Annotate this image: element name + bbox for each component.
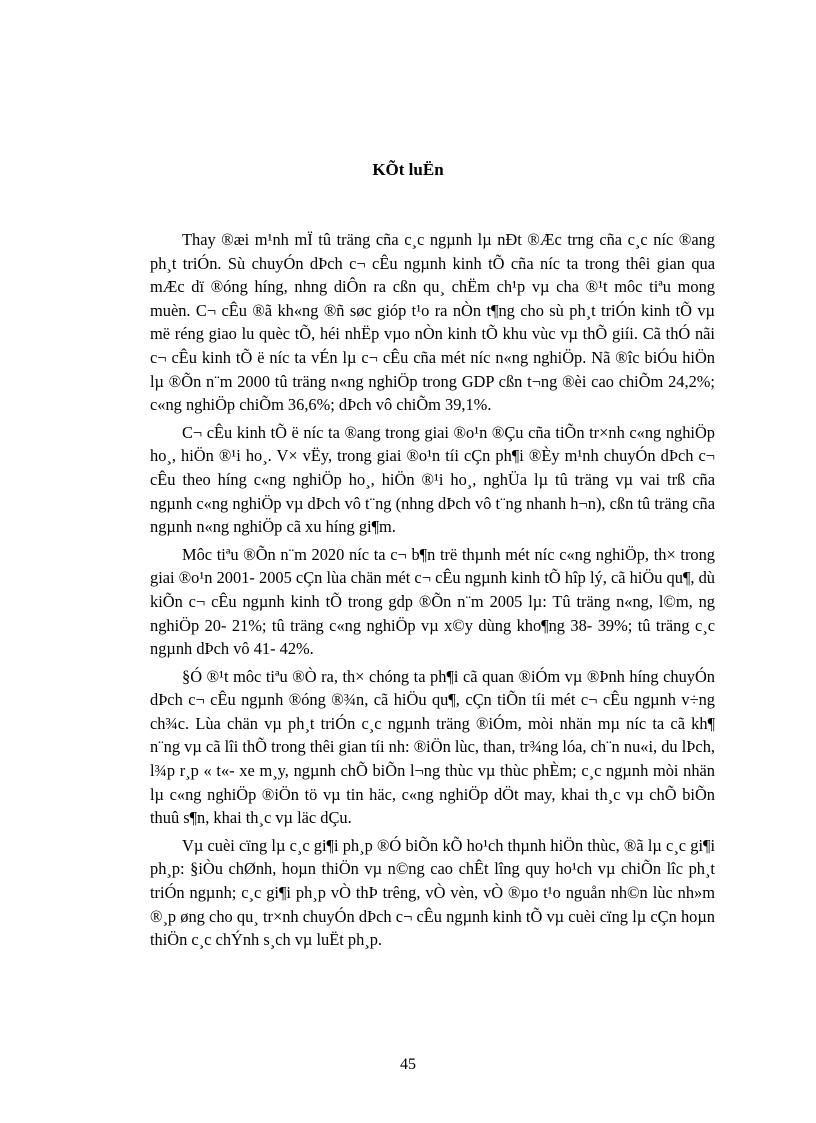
paragraph-2: C¬ cÊu kinh tÕ ë níc ta ®ang trong giai ®o¹n ®Çu cña tiÕn tr×nh c«ng nghiÖp ho¸, hiÖn ®¹i ho¸. V× vËy, trong giai ®o¹n tíi cÇn ph¶i ®Èy m¹nh chuyÓn dÞch c¬ cÊu theo híng c«ng nghiÖp ho¸, hiÖn ®¹i ho¸, nghÜa lµ tû träng vµ vai trß cña ngµnh c«ng nghiÖp vµ dÞch vô t¨ng (nhng dÞch vô t¨ng nhanh h¬n), cßn tû träng cña ngµnh n«ng nghiÖp cã xu híng gi¶m. (150, 422, 715, 537)
paragraph-5: Vµ cuèi cïng lµ c¸c gi¶i ph¸p ®Ó biÕn kÕ ho¹ch thµnh hiÖn thùc, ®ã lµ c¸c gi¶i ph¸p: §iÒu chØnh, hoµn thiÖn vµ n©ng cao chÊt lîng quy ho¹ch vµ chiÕn lîc ph¸t triÓn ngµnh; c¸c gi¶i ph¸p vÒ thÞ trêng, vÒ vèn, vÒ ®µo t¹o nguån nh©n lùc nh»m ®¸p øng cho qu¸ tr×nh chuyÓn dÞch c¬ cÊu ngµnh kinh tÕ vµ cuèi cïng lµ cÇn hoµn thiÖn c¸c chÝnh s¸ch vµ luËt ph¸p. (150, 835, 715, 950)
page-title: KÕt luËn (372, 160, 444, 179)
paragraph-1: Thay ®æi m¹nh mÏ tû träng cña c¸c ngµnh lµ nÐt ®Æc trng cña c¸c níc ®ang ph¸t triÓn. Sù chuyÓn dÞch c¬ cÊu ngµnh kinh tÕ cña níc ta trong thêi gian qua mÆc dï ®óng híng, nhng diÔn ra cßn qu¸ chËm ch¹p vµ cha ®¹t môc tiªu mong muèn. C¬ cÊu ®ã kh«ng ®ñ søc gióp t¹o ra nÒn t¶ng cho sù ph¸t triÓn kinh tÕ vµ më réng giao lu quèc tÕ, héi nhËp vµo nÒn kinh tÕ khu vùc vµ thÕ giíi. Cã thÓ nãi c¬ cÊu kinh tÕ ë níc ta vÉn lµ c¬ cÊu cña mét níc n«ng nghiÖp. Nã ®îc biÓu hiÖn lµ ®Õn n¨m 2000 tû träng n«ng nghiÖp trong GDP cßn t¬ng ®èi cao chiÕm 24,2%; c«ng nghiÖp chiÕm 36,6%; dÞch vô chiÕm 39,1%. (150, 230, 715, 415)
body-text (150, 228, 715, 956)
paragraph-4: §Ó ®¹t môc tiªu ®Ò ra, th× chóng ta ph¶i cã quan ®iÓm vµ ®Þnh híng chuyÓn dÞch c¬ cÊu ngµnh ®óng ®¾n, cã hiÖu qu¶, cÇn tiÕn tíi mét c¬ cÊu ngµnh v÷ng ch¾c. Lùa chän vµ ph¸t triÓn c¸c ngµnh träng ®iÓm, mòi nhän mµ níc ta cã kh¶ n¨ng vµ cã lîi thÕ trong thêi gian tíi nh: ®iÖn lùc, than, tr¾ng lóa, ch¨n nu«i, du lÞch, l¾p r¸p « t«- xe m¸y, ngµnh chÕ biÕn l¬ng thùc vµ thùc phÈm; c¸c ngµnh mòi nhän lµ c«ng nghiÖp ®iÖn tö vµ tin häc, c«ng nghiÖp dÖt may, khai th¸c vµ chÕ biÕn thuû s¶n, khai th¸c vµ läc dÇu. (150, 666, 715, 828)
page-number: 45 (400, 1056, 416, 1073)
paragraph-3: Môc tiªu ®Õn n¨m 2020 níc ta c¬ b¶n trë thµnh mét níc c«ng nghiÖp, th× trong giai ®o¹n 2001- 2005 cÇn lùa chän mét c¬ cÊu ngµnh kinh tÕ hîp lý, cã hiÖu qu¶, dù kiÕn c¬ cÊu ngµnh kinh tÕ trong gdp ®Õn n¨m 2005 lµ: Tû träng n«ng, l©m, ng nghiÖp 20- 21%; tû träng c«ng nghiÖp vµ x©y dùng kho¶ng 38- 39%; tû träng c¸c ngµnh dÞch vô 41- 42%. (150, 544, 715, 659)
